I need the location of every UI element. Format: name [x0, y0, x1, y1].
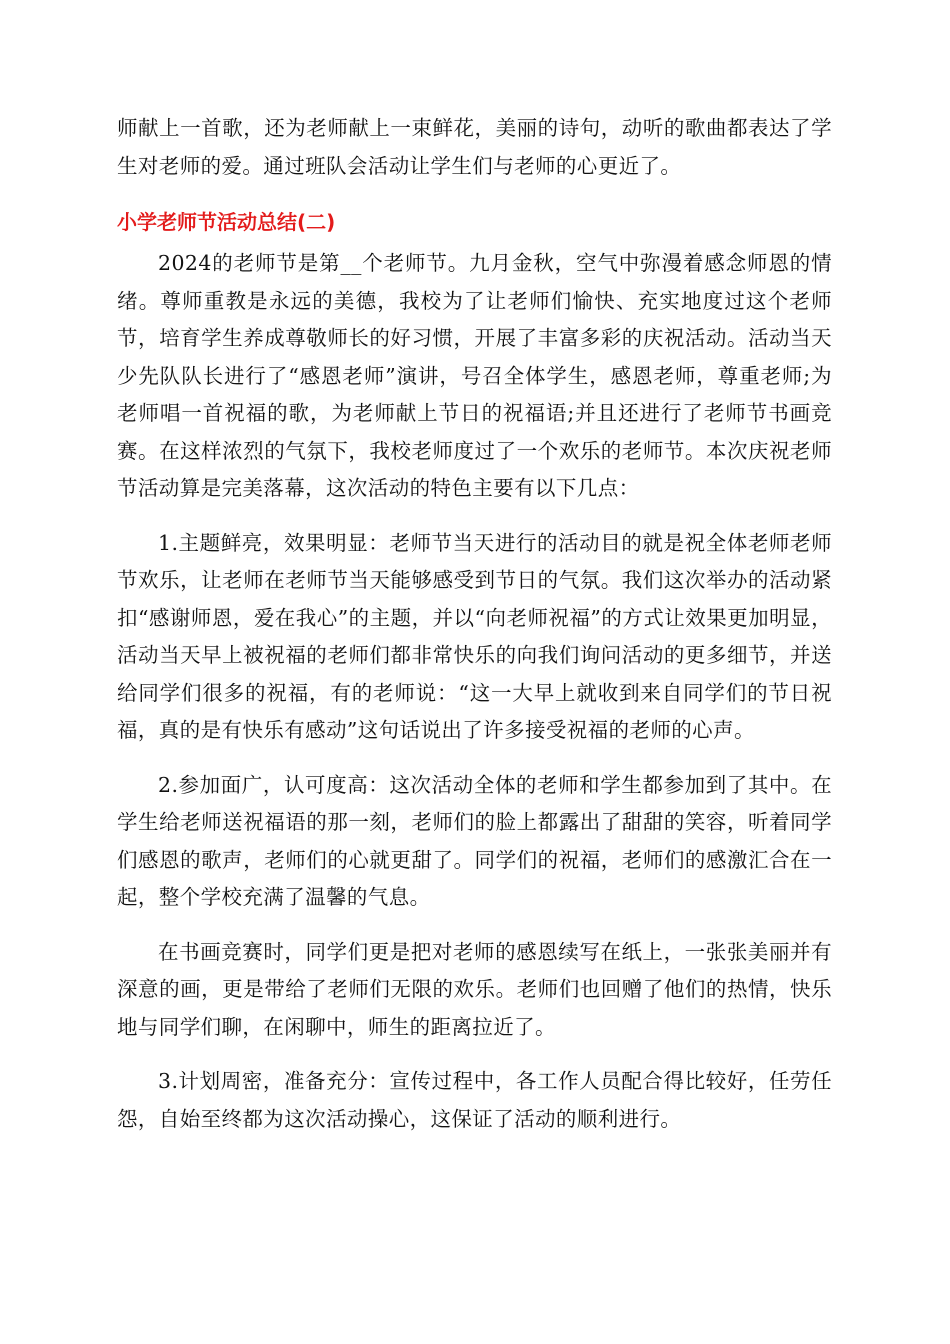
body-paragraph-3: 2.参加面广，认可度高：这次活动全体的老师和学生都参加到了其中。在学生给老师送祝福语的那一刻，老师们的脸上都露出了甜甜的笑容，听着同学们感恩的歌声，老师们的心就更甜了。同学们的祝福，老师们的感激汇合在一起，整个学校充满了温馨的气息。: [117, 772, 832, 909]
document-page: [117, 110, 832, 1138]
body-paragraph-2: 1.主题鲜亮，效果明显：老师节当天进行的活动目的就是祝全体老师老师节欢乐，让老师在老师节当天能够感受到节日的气氛。我们这次举办的活动紧扣“感谢师恩，爱在我心”的主题，并以“向老师祝福”的方式让效果更加明显，活动当天早上被祝福的老师们都非常快乐的向我们询问活动的更多细节，并送给同学们很多的祝福，有的老师说：“这一大早上就收到来自同学们的节日祝福，真的是有快乐有感动”这句话说出了许多接受祝福的老师的心声。: [117, 530, 832, 742]
body-paragraph-4: 在书画竞赛时，同学们更是把对老师的感恩续写在纸上，一张张美丽并有深意的画，更是带给了老师们无限的欢乐。老师们也回赠了他们的热情，快乐地与同学们聊，在闲聊中，师生的距离拉近了。: [117, 939, 832, 1039]
body-paragraph-1: 2024的老师节是第__个老师节。九月金秋，空气中弥漫着感念师恩的情绪。尊师重教是永远的美德，我校为了让老师们愉快、充实地度过这个老师节，培育学生养成尊敬师长的好习惯，开展了丰富多彩的庆祝活动。活动当天少先队队长进行了“感恩老师”演讲，号召全体学生，感恩老师，尊重老师;为老师唱一首祝福的歌，为老师献上节日的祝福语;并且还进行了老师节书画竞赛。在这样浓烈的气氛下，我校老师度过了一个欢乐的老师节。本次庆祝老师节活动算是完美落幕，这次活动的特色主要有以下几点：: [117, 251, 832, 500]
section-title: 小学老师节活动总结(二): [117, 210, 336, 234]
body-paragraph-5: 3.计划周密，准备充分：宣传过程中，各工作人员配合得比较好，任劳任怨，自始至终都为这次活动操心，这保证了活动的顺利进行。: [117, 1069, 832, 1131]
intro-paragraph: 师献上一首歌，还为老师献上一束鲜花，美丽的诗句，动听的歌曲都表达了学生对老师的爱。通过班队会活动让学生们与老师的心更近了。: [117, 116, 832, 178]
